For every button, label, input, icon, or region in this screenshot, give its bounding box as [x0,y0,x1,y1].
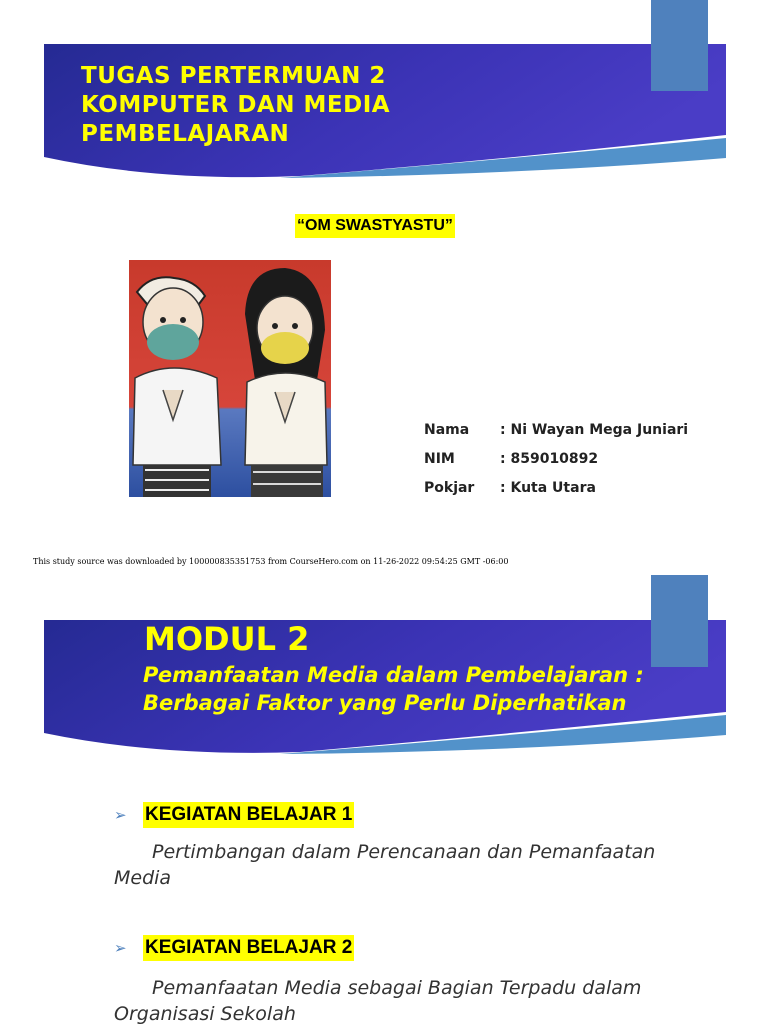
activity-item [114,802,714,889]
info-value: : 859010892 [500,451,599,467]
activity-description: Pertimbangan dalam Perencanaan dan Pemanfaatan Media [114,841,656,889]
corner-accent [651,575,708,667]
info-value: : Ni Wayan Mega Juniari [500,422,689,438]
info-label: Pokjar [424,480,475,496]
slide-title: TUGAS PERTERMUAN 2 KOMPUTER DAN MEDIA PEMBELAJARAN [81,63,391,147]
activity-label: KEGIATAN BELAJAR 2 [143,935,354,961]
activity-description: Pemanfaatan Media sebagai Bagian Terpadu dalam Organisasi Sekolah [114,977,642,1024]
greeting: “OM SWASTYASTU” [295,214,455,238]
info-label: Nama [424,422,470,438]
module-title: MODUL 2 [144,620,310,658]
activity-label: KEGIATAN BELAJAR 1 [143,802,354,828]
info-label: NIM [424,451,455,467]
info-value: : Kuta Utara [500,480,596,496]
activity-item [114,935,714,1024]
source-watermark-text: This study source was downloaded by 100000835351753 from CourseHero.com on 11-26-2022 09:54:25 GMT -06:00 [33,557,509,566]
balinese-couple-illustration [129,260,331,497]
slide-2 [0,575,768,1024]
module-subtitle: Pemanfaatan Media dalam Pembelajaran : Berbagai Faktor yang Perlu Diperhatikan [143,663,644,715]
corner-accent [651,0,708,91]
arrow-bullet-icon: ➢ [114,806,127,824]
arrow-bullet-icon: ➢ [114,939,127,957]
